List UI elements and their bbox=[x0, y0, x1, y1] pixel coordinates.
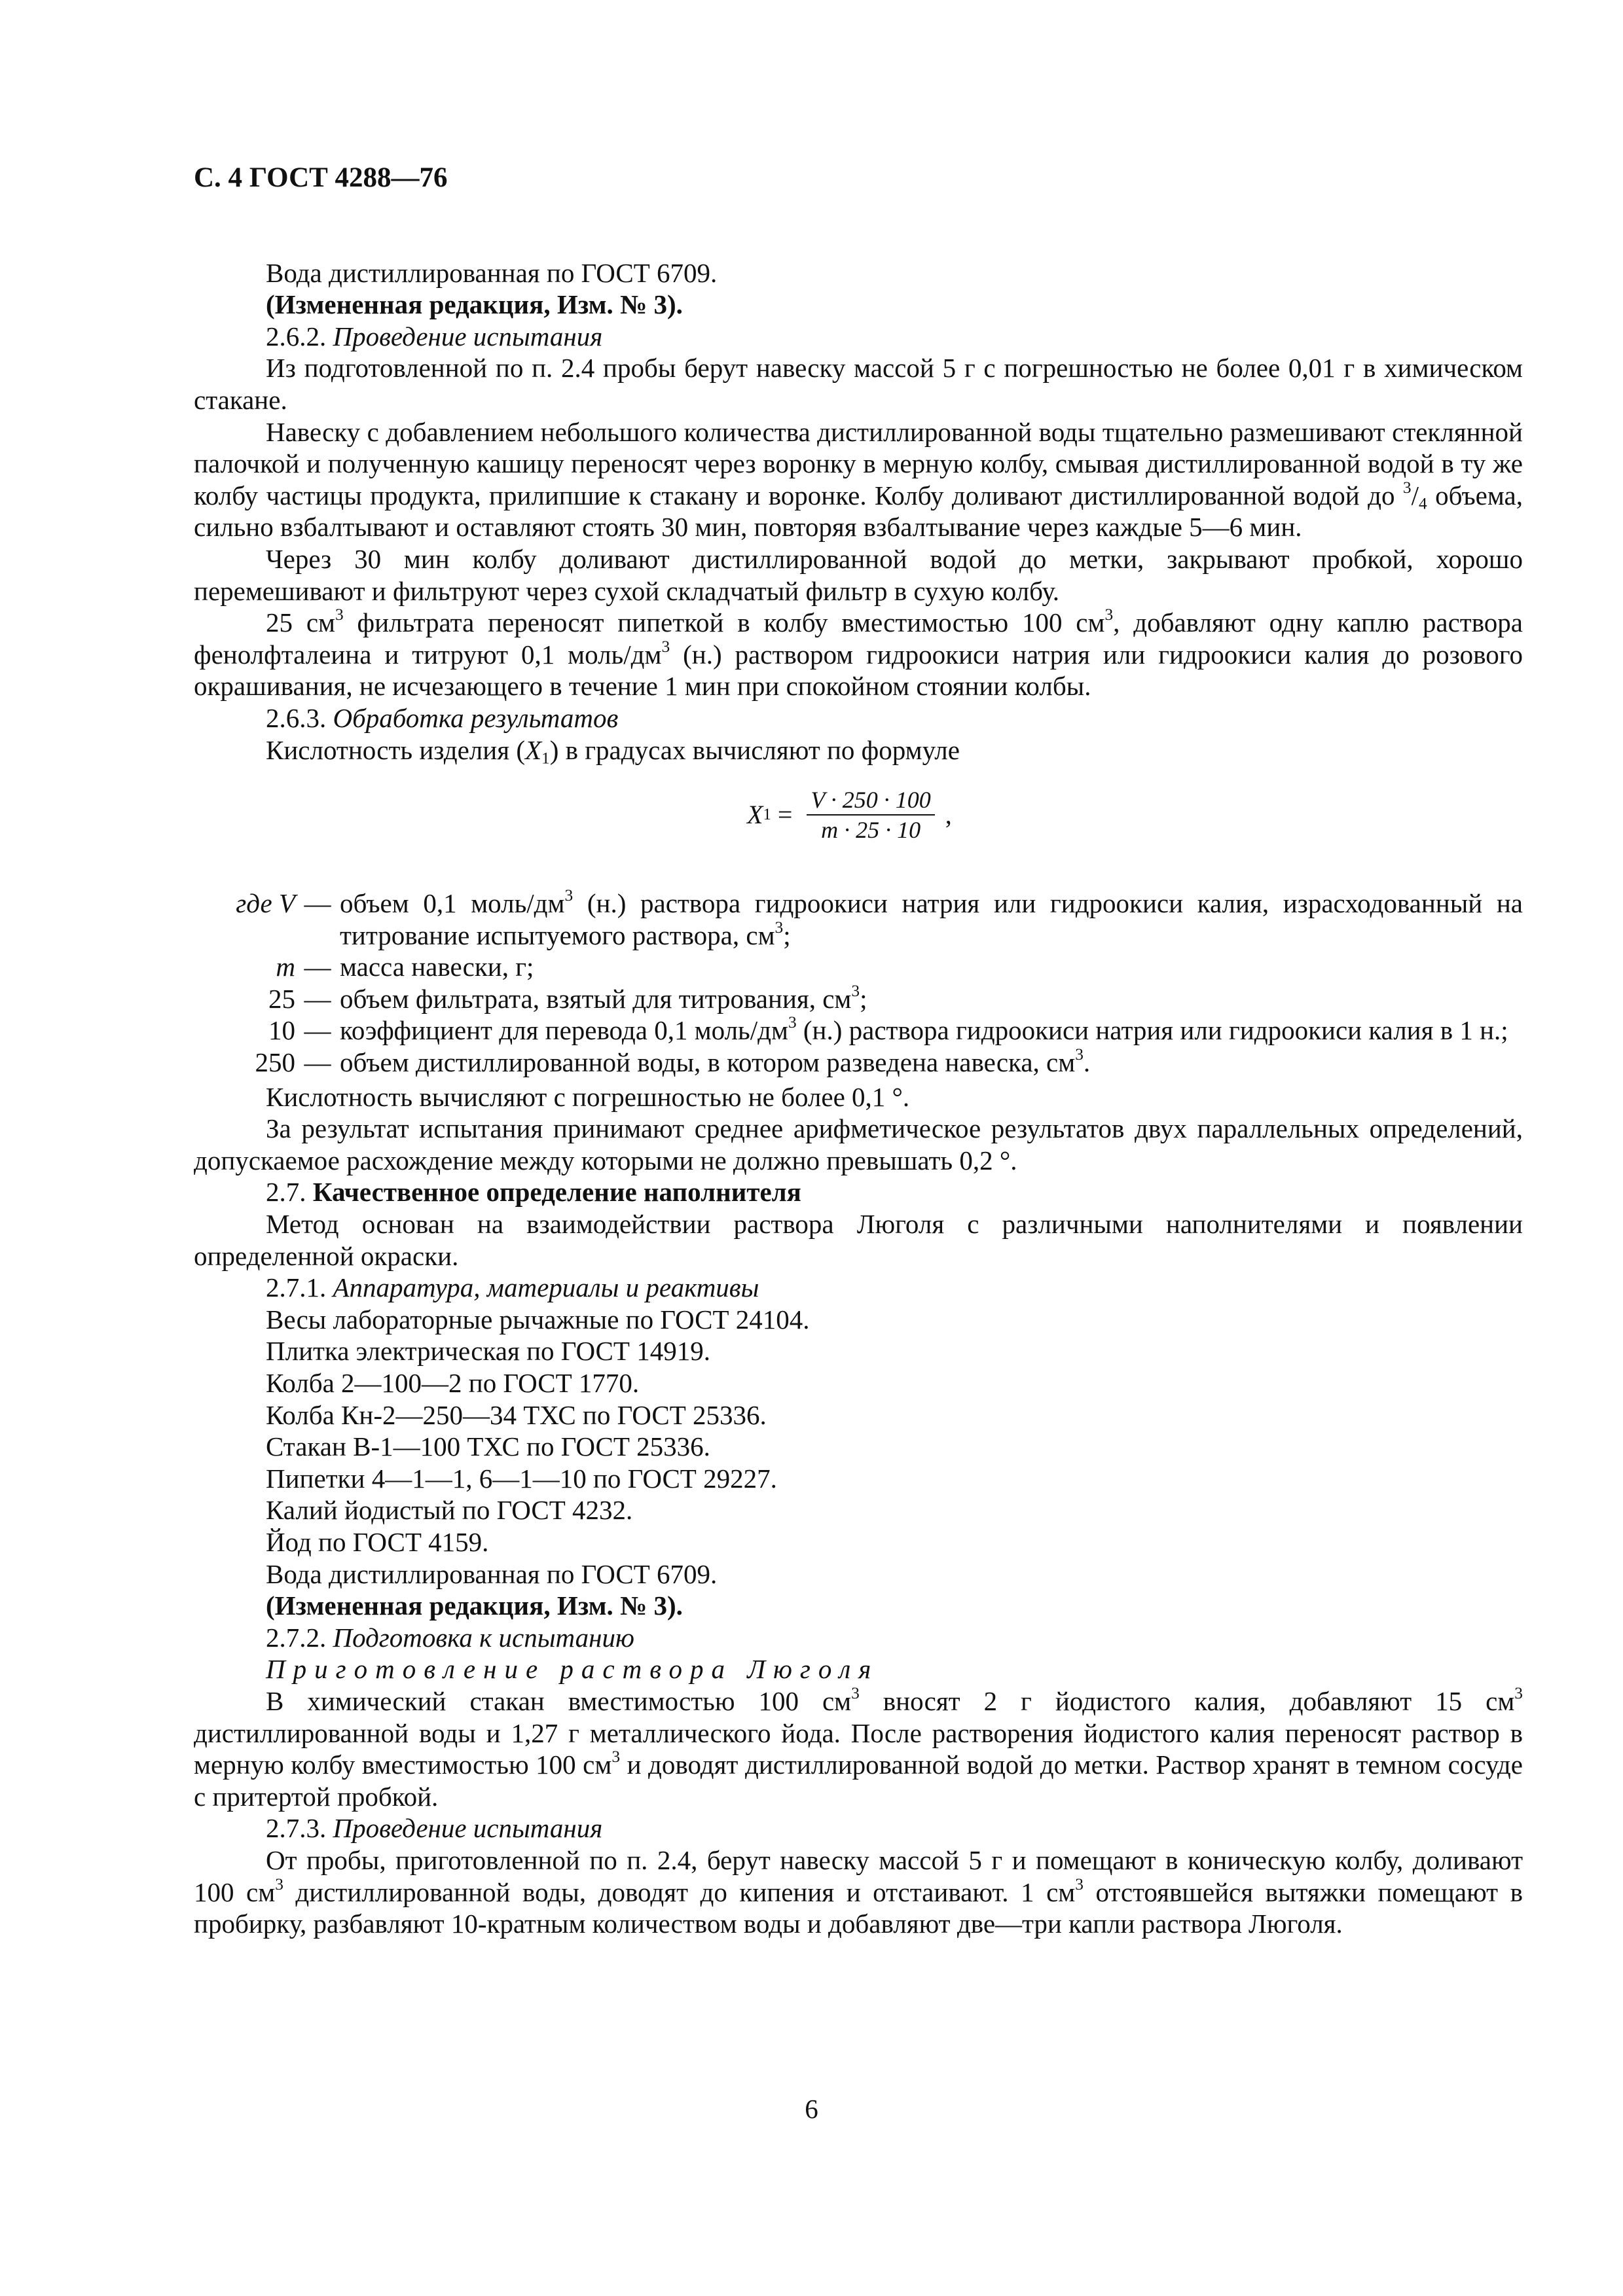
text-run: (н.) раствором гидроокиси натрия или гидроокиси калия до розового окрашивания, не исчезающего в течение 1 мин при спокойном стоянии колбы. bbox=[194, 639, 1523, 702]
section-number: 2.7.2. bbox=[266, 1622, 333, 1653]
equipment-list bbox=[194, 1304, 1523, 1590]
definition-10 bbox=[194, 1014, 1523, 1047]
page-header-prefix: С. 4 bbox=[194, 162, 243, 193]
definition-dash: — bbox=[304, 952, 331, 982]
text-run: дистиллированной воды и 1,27 г металлического йода. После растворения йодистого калия переносят раствор в мерную колбу вместимостью 100 см bbox=[194, 1717, 1523, 1780]
page-content bbox=[194, 162, 1523, 1940]
text-run: коэффициент для перевода 0,1 моль/дм bbox=[340, 1015, 788, 1046]
text-run: фильтрата переносят пипеткой в колбу вместимостью 100 см bbox=[343, 607, 1105, 638]
superscript: 3 bbox=[1075, 1874, 1084, 1893]
formula-lhs: X bbox=[747, 799, 763, 829]
formula-block bbox=[194, 771, 1523, 868]
text-run: ; bbox=[860, 983, 867, 1014]
superscript: 3 bbox=[661, 637, 670, 656]
paragraph bbox=[194, 607, 1523, 702]
definition-symbol: m bbox=[276, 952, 295, 982]
section-heading-2-6-2 bbox=[194, 321, 1523, 353]
formula-definitions bbox=[194, 888, 1523, 1079]
text-run: и доводят дистиллированной водой до метки. Раствор хранят в темном сосуде с притертой пробкой. bbox=[194, 1749, 1523, 1812]
text-run: ) в градусах вычисляют по формуле bbox=[549, 734, 960, 765]
definition-text bbox=[340, 1014, 1523, 1047]
fraction-denominator: 4 bbox=[1419, 494, 1427, 513]
definition-text bbox=[340, 888, 1523, 951]
superscript: 3 bbox=[1075, 1045, 1084, 1064]
list-item: Вода дистиллированная по ГОСТ 6709. bbox=[266, 1558, 718, 1589]
superscript: 3 bbox=[788, 1013, 797, 1032]
superscript: 3 bbox=[1104, 605, 1114, 624]
section-heading-2-6-3 bbox=[194, 702, 1523, 734]
text-run: , добавляют одну каплю раствора фенолфталеина и титруют 0,1 моль/дм bbox=[194, 607, 1523, 670]
superscript: 3 bbox=[1514, 1684, 1523, 1703]
definition-dash: — bbox=[304, 1015, 331, 1046]
definition-text bbox=[340, 983, 1523, 1015]
text-run: От пробы, приготовленной по п. 2.4, берут навеску массой 5 г и помещают в коническую колбу, доливают 100 см bbox=[194, 1844, 1523, 1907]
paragraph: Через 30 мин колбу доливают дистиллированной водой до метки, закрывают пробкой, хорошо перемешивают и фильтруют через сухой складчатый фильтр в сухую колбу. bbox=[194, 543, 1523, 606]
paragraph: Навеску с добавлением небольшого количества дистиллированной воды тщательно размешивают стеклянной палочкой и полученную кашицу переносят через воронку в мерную колбу, смывая дистиллированной водой в ту же колбу частицы продукта, прилипшие к стакану и воронке. Колбу доливают дистиллированной водой до $^3/_4$ объема, сильно взбалтывают и оставляют стоять 30 мин, повторяя взбалтывание через каждые 5—6 мин. bbox=[194, 416, 1523, 543]
text-run: Навеску с добавлением небольшого количества дистиллированной воды тщательно размешивают стеклянной палочкой и полученную кашицу переносят через воронку в мерную колбу, смывая дистиллированной водой в ту же колбу частицы продукта, прилипшие к стакану и воронке. Колбу доливают дистиллированной водой до bbox=[194, 416, 1523, 511]
subsection-heading: Приготовление раствора Люголя bbox=[266, 1654, 879, 1685]
superscript: 3 bbox=[611, 1748, 621, 1767]
paragraph: Метод основан на взаимодействии раствора Люголя с различными наполнителями и появлении определенной окраски. bbox=[194, 1209, 1523, 1271]
paragraph: Вода дистиллированная по ГОСТ 6709. bbox=[266, 257, 718, 288]
superscript: 3 bbox=[851, 1684, 860, 1703]
definition-symbol: 10 bbox=[268, 1015, 295, 1046]
section-title: Проведение испытания bbox=[333, 1813, 603, 1844]
definition-symbol: 25 bbox=[268, 983, 295, 1014]
superscript: 3 bbox=[275, 1874, 283, 1893]
section-heading-2-7 bbox=[194, 1176, 1523, 1208]
section-number: 2.7.1. bbox=[266, 1272, 333, 1303]
definition-dash: — bbox=[304, 1047, 331, 1078]
section-title: Проведение испытания bbox=[333, 321, 603, 351]
section-title: Обработка результатов bbox=[333, 702, 619, 733]
text-run: дистиллированной воды, доводят до кипения и отстаивают. 1 см bbox=[283, 1876, 1076, 1907]
formula-numerator: V · 250 · 100 bbox=[807, 785, 934, 816]
definition-symbol: где V bbox=[236, 888, 295, 919]
section-number: 2.7.3. bbox=[266, 1813, 333, 1844]
fraction-numerator: 3 bbox=[1402, 478, 1412, 497]
paragraph bbox=[194, 1685, 1523, 1812]
text-run: объем фильтрата, взятый для титрования, см bbox=[340, 983, 852, 1014]
formula-denominator: m · 25 · 10 bbox=[821, 817, 921, 844]
paragraph bbox=[194, 734, 1523, 766]
section-number: 2.6.3. bbox=[266, 702, 333, 733]
superscript: 3 bbox=[335, 605, 344, 624]
list-item: Калий йодистый по ГОСТ 4232. bbox=[266, 1495, 633, 1526]
amendment-note: (Измененная редакция, Изм. № 3). bbox=[266, 1590, 683, 1621]
section-number: 2.6.2. bbox=[266, 321, 333, 351]
text-run: объем 0,1 моль/дм bbox=[340, 888, 565, 919]
paragraph bbox=[194, 1844, 1523, 1940]
formula-comma: , bbox=[938, 799, 952, 829]
subscript: 1 bbox=[541, 748, 550, 767]
superscript: 3 bbox=[775, 918, 784, 937]
text-run: 25 см bbox=[266, 607, 335, 638]
list-item: Плитка электрическая по ГОСТ 14919. bbox=[266, 1336, 710, 1367]
text-run: Кислотность изделия ( bbox=[266, 734, 525, 765]
paragraph: За результат испытания принимают среднее арифметическое результатов двух параллельных определений, допускаемое расхождение между которыми не должно превышать 0,2 °. bbox=[194, 1113, 1523, 1175]
page-number: 6 bbox=[805, 2094, 818, 2124]
definition-dash: — bbox=[304, 983, 331, 1014]
formula-fraction bbox=[807, 785, 934, 844]
section-title: Подготовка к испытанию bbox=[333, 1622, 634, 1653]
definition-v bbox=[194, 888, 1523, 951]
definition-dash: — bbox=[304, 888, 331, 919]
list-item: Стакан В-1—100 ТХС по ГОСТ 25336. bbox=[266, 1431, 710, 1462]
text-run: ; bbox=[783, 920, 791, 950]
section-title: Качественное определение наполнителя bbox=[312, 1177, 801, 1208]
text-run: объем дистиллированной воды, в котором разведена навеска, см bbox=[340, 1047, 1076, 1078]
paragraph: Кислотность вычисляют с погрешностью не более 0,1 °. bbox=[266, 1081, 910, 1112]
definition-m bbox=[194, 951, 1523, 983]
text-run: (н.) раствора гидроокиси натрия или гидроокиси калия в 1 н.; bbox=[796, 1015, 1508, 1046]
paragraph: Из подготовленной по п. 2.4 пробы берут навеску массой 5 г с погрешностью не более 0,01 г в химическом стакане. bbox=[194, 353, 1523, 415]
section-heading-2-7-3 bbox=[194, 1812, 1523, 1844]
standard-code: ГОСТ 4288—76 bbox=[249, 162, 448, 193]
list-item: Колба Кн-2—250—34 ТХС по ГОСТ 25336. bbox=[266, 1399, 767, 1430]
text-run: вносят 2 г йодистого калия, добавляют 15 см bbox=[859, 1685, 1515, 1716]
equals-sign: = bbox=[771, 799, 799, 829]
section-number: 2.7. bbox=[266, 1177, 313, 1208]
text-run: отстоявшейся вытяжки помещают в пробирку, разбавляют 10-кратным количеством воды и добавляют две—три капли раствора Люголя. bbox=[194, 1876, 1523, 1939]
acidity-formula: X 1 = $\frac{V \cdot 250 \cdot 100}{m \cdot 25 \cdot 10}$ , bbox=[747, 787, 952, 844]
text-run: объема, сильно взбалтывают и оставляют стоять 30 мин, повторяя взбалтывание через каждые 5—6 мин. bbox=[194, 480, 1523, 543]
amendment-note: (Измененная редакция, Изм. № 3). bbox=[266, 289, 683, 320]
definition-25 bbox=[194, 983, 1523, 1015]
list-item: Йод по ГОСТ 4159. bbox=[266, 1526, 489, 1557]
superscript: 3 bbox=[851, 982, 860, 1001]
definition-250 bbox=[194, 1047, 1523, 1079]
section-title: Аппаратура, материалы и реактивы bbox=[333, 1272, 759, 1303]
text-run: . bbox=[1083, 1047, 1091, 1078]
section-heading-2-7-1 bbox=[194, 1272, 1523, 1304]
list-item: Пипетки 4—1—1, 6—1—10 по ГОСТ 29227. bbox=[266, 1463, 777, 1494]
text-run: В химический стакан вместимостью 100 см bbox=[266, 1685, 852, 1716]
page-header bbox=[194, 162, 1523, 194]
variable: X bbox=[524, 734, 542, 765]
definition-text: масса навески, г; bbox=[340, 952, 534, 982]
section-heading-2-7-2 bbox=[194, 1622, 1523, 1654]
superscript: 3 bbox=[564, 886, 574, 905]
list-item: Колба 2—100—2 по ГОСТ 1770. bbox=[266, 1368, 640, 1398]
list-item: Весы лабораторные рычажные по ГОСТ 24104. bbox=[266, 1304, 810, 1335]
definition-symbol: 250 bbox=[255, 1047, 295, 1078]
definition-text bbox=[340, 1047, 1523, 1079]
text-run: (н.) раствора гидроокиси натрия или гидроокиси калия, израсходованный на титрование испытуемого раствора, см bbox=[340, 888, 1523, 950]
